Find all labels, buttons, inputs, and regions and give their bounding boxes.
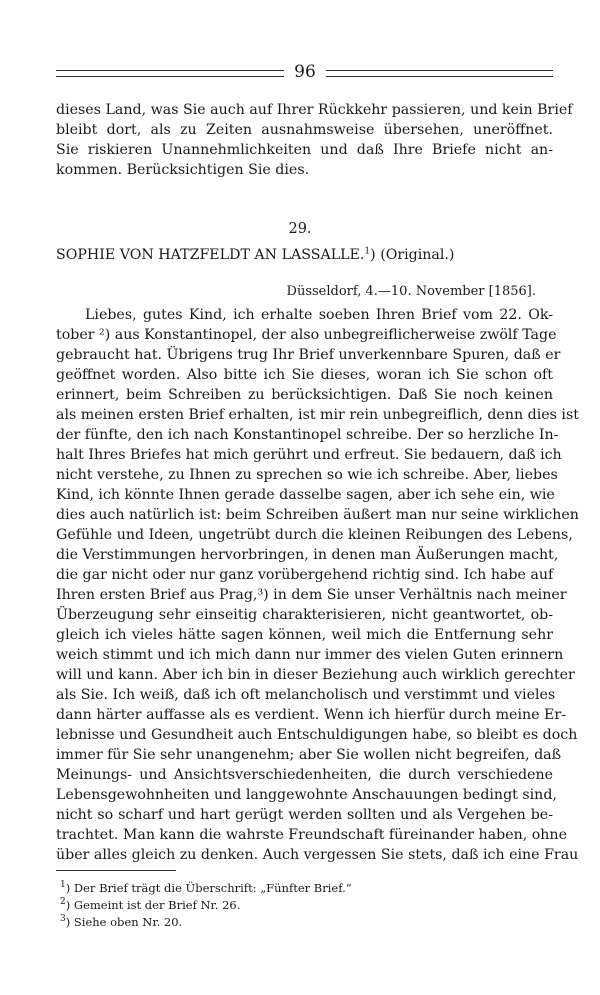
header-rule-right — [326, 70, 553, 77]
body-line: die gar nicht oder nur ganz vorübergehend richtig sind. Ich habe auf — [56, 567, 554, 583]
continuation-line: kommen. Berücksichtigen Sie dies. — [56, 162, 310, 178]
body-line: als Sie. Ich weiß, daß ich oft melancholisch und verstimmt und vieles — [56, 687, 556, 703]
continuation-line: dieses Land, was Sie auch auf Ihrer Rückkehr passieren, und kein Brief — [56, 102, 573, 118]
page-header — [56, 60, 553, 86]
continuation-line: bleibt dort, als zu Zeiten ausnahmsweise übersehen, uneröffnet. — [56, 122, 553, 138]
body-line: Ihren ersten Brief aus Prag,³) in dem Sie unser Verhältnis nach meiner — [56, 587, 567, 603]
footnote: $^3$) Siehe oben Nr. 20. — [60, 914, 183, 929]
body-line: halt Ihres Briefes hat mich gerührt und erfreut. Sie bedauern, daß ich — [56, 447, 562, 463]
footnote-separator — [56, 870, 176, 871]
body-line: geöffnet worden. Also bitte ich Sie dieses, woran ich Sie schon oft — [56, 367, 553, 383]
body-line: Überzeugung sehr einseitig charakterisieren, nicht geantwortet, ob- — [56, 607, 553, 623]
footnote-mark: 1 — [60, 880, 66, 891]
body-line: nicht verstehe, zu Ihnen zu sprechen so wie ich schreibe. Aber, liebes — [56, 467, 558, 483]
body-line: Kind, ich könnte Ihnen gerade dasselbe sagen, aber ich sehe ein, wie — [56, 487, 555, 503]
letter-title-text: SOPHIE VON HATZFELDT AN LASSALLE. — [56, 247, 365, 263]
body-line: Liebes, gutes Kind, ich erhalte soeben Ihren Brief vom 22. Ok- — [85, 307, 553, 323]
body-line: erinnert, beim Schreiben zu berücksichtigen. Daß Sie noch keinen — [56, 387, 553, 403]
body-line: Gefühle und Ideen, ungetrübt durch die kleinen Reibungen des Lebens, — [56, 527, 573, 543]
body-line: lebnisse und Gesundheit auch Entschuldigungen habe, so bleibt es doch — [56, 727, 578, 743]
footnote-mark: 2 — [60, 897, 66, 908]
body-line: über alles gleich zu denken. Auch vergessen Sie stets, daß ich eine Frau — [56, 847, 579, 863]
body-line: nicht so scharf und hart gerügt werden sollten und als Vergehen be- — [56, 807, 553, 823]
body-line: dann härter auffasse als es verdient. Wenn ich hierfür durch meine Er- — [56, 707, 566, 723]
body-line: gebraucht hat. Übrigens trug Ihr Brief unverkennbare Spuren, daß er — [56, 347, 561, 363]
body-line: Meinungs- und Ansichtsverschiedenheiten, die durch verschiedene — [56, 767, 553, 783]
header-rule-left — [56, 70, 284, 77]
body-line: Lebensgewohnheiten und langgewohnte Anschauungen bedingt sind, — [56, 787, 557, 803]
footnote-mark: 3 — [60, 914, 66, 925]
body-line: trachtet. Man kann die wahrste Freundschaft füreinander haben, ohne — [56, 827, 567, 843]
body-line: weich stimmt und ich mich dann nur immer des vielen Guten erinnern — [56, 647, 564, 663]
footnote-text: Gemeint ist der Brief Nr. 26. — [73, 898, 241, 912]
body-line: gleich ich vieles hätte sagen können, weil mich die Entfernung sehr — [56, 627, 553, 643]
footnote: $^2$) Gemeint ist der Brief Nr. 26. — [60, 897, 241, 912]
body-line: dies auch natürlich ist: beim Schreiben äußert man nur seine wirklichen — [56, 507, 579, 523]
footnote-text: Der Brief trägt die Überschrift: „Fünfter Brief.“ — [73, 881, 352, 895]
letter-number: 29. — [288, 221, 312, 237]
place-date: Düsseldorf, 4.—10. November [1856]. — [286, 284, 536, 299]
footnote-text: Siehe oben Nr. 20. — [73, 915, 183, 929]
page-number: 96 — [294, 62, 316, 82]
letter-title: SOPHIE VON HATZFELDT AN LASSALLE.$^1$) (Original.) — [56, 246, 455, 263]
footnote-ref: 1 — [364, 246, 371, 257]
letter-title-suffix: (Original.) — [380, 247, 455, 263]
body-line: will und kann. Aber ich bin in dieser Beziehung auch wirklich gerechter — [56, 667, 575, 683]
body-line: tober ²) aus Konstantinopel, der also unbegreiflicherweise zwölf Tage — [56, 327, 557, 343]
body-line: als meinen ersten Brief erhalten, ist mir rein unbegreiflich, denn dies ist — [56, 407, 579, 423]
body-line: der fünfte, den ich nach Konstantinopel schreibe. Der so herzliche In- — [56, 427, 559, 443]
footnote: $^1$) Der Brief trägt die Überschrift: „Fünfter Brief.“ — [60, 880, 352, 895]
body-line: die Verstimmungen hervorbringen, in denen man Äußerungen macht, — [56, 547, 559, 563]
continuation-line: Sie riskieren Unannehmlichkeiten und daß Ihre Briefe nicht an- — [56, 142, 553, 158]
body-line: immer für Sie sehr unangenehm; aber Sie wollen nicht begreifen, daß — [56, 747, 562, 763]
